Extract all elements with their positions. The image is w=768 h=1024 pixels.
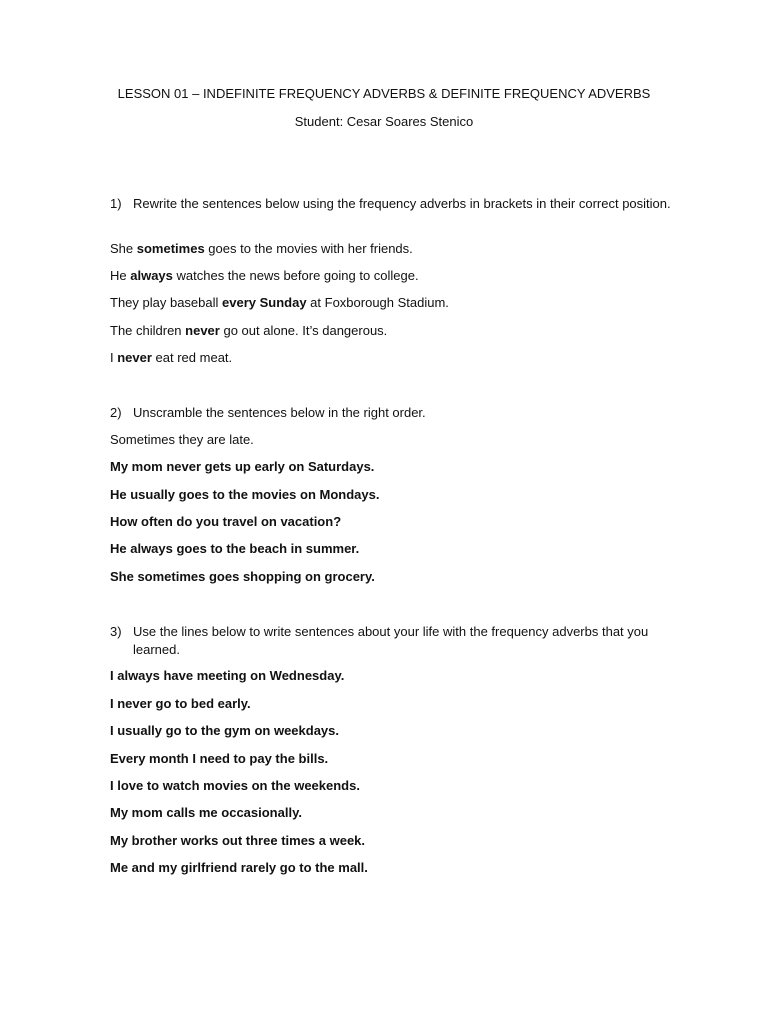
q3-answer-7: My brother works out three times a week.: [110, 833, 366, 848]
q3-answer-4: Every month I need to pay the bills.: [110, 751, 329, 766]
q3-answer-8: Me and my girlfriend rarely go to the mall.: [110, 860, 368, 875]
student-name: Student: Cesar Soares Stenico: [294, 114, 474, 129]
q3-answer-1: I always have meeting on Wednesday.: [110, 668, 345, 683]
q1-number: 1): [110, 196, 122, 211]
q3-prompt: Use the lines below to write sentences about your life with the frequency adverbs that you learned.: [133, 624, 649, 657]
q3-answer-5: I love to watch movies on the weekends.: [110, 778, 360, 793]
q2-answer-5: He always goes to the beach in summer.: [110, 541, 360, 556]
q1-prompt: Rewrite the sentences below using the frequency adverbs in brackets in their correct position.: [133, 196, 671, 211]
q2-answer-3: He usually goes to the movies on Mondays.: [110, 487, 380, 502]
lesson-title: LESSON 01 – INDEFINITE FREQUENCY ADVERBS & DEFINITE FREQUENCY ADVERBS: [117, 86, 651, 101]
q3-answer-2: I never go to bed early.: [110, 696, 251, 711]
q2-answer-6: She sometimes goes shopping on grocery.: [110, 569, 375, 584]
q1-answer-4: The children never go out alone. It’s dangerous.: [110, 323, 388, 338]
q3-number: 3): [110, 624, 122, 639]
q1-answer-3: They play baseball every Sunday at Foxborough Stadium.: [110, 295, 449, 310]
q1-answer-5: I never eat red meat.: [110, 350, 233, 365]
q2-answer-1: Sometimes they are late.: [110, 432, 254, 447]
q3-answer-6: My mom calls me occasionally.: [110, 805, 302, 820]
q1-answer-2: He always watches the news before going to college.: [110, 268, 419, 283]
q1-answer-1: She sometimes goes to the movies with her friends.: [110, 241, 413, 256]
q2-number: 2): [110, 405, 122, 420]
q3-answer-3: I usually go to the gym on weekdays.: [110, 723, 339, 738]
q2-answer-4: How often do you travel on vacation?: [110, 514, 342, 529]
q2-prompt: Unscramble the sentences below in the right order.: [133, 405, 426, 420]
q2-answer-2: My mom never gets up early on Saturdays.: [110, 459, 375, 474]
